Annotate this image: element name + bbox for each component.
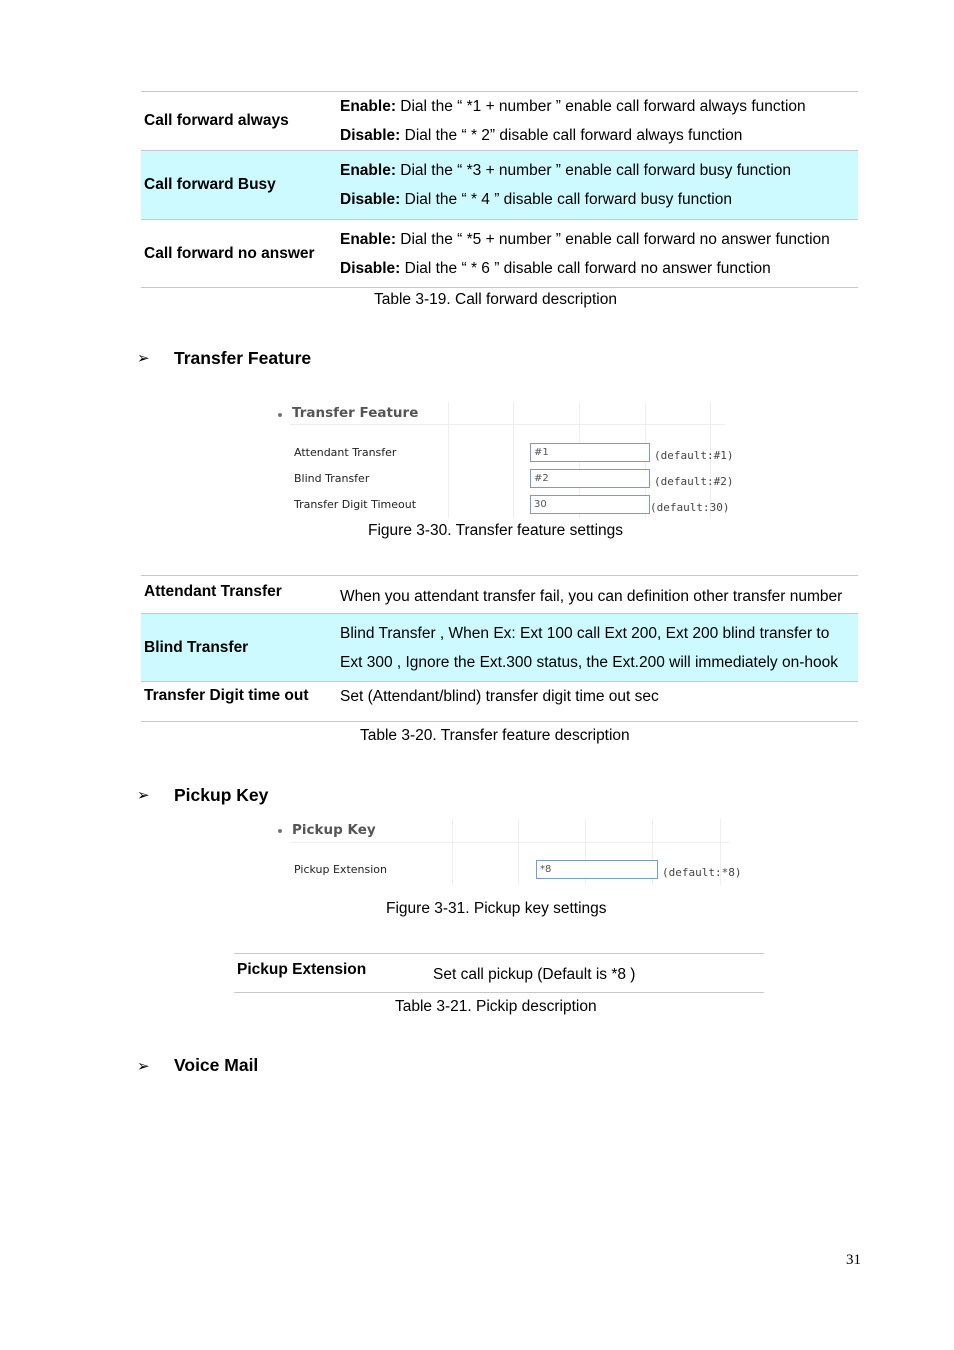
disable-text: Dial the “ * 6 ” disable call forward no answer function bbox=[400, 259, 771, 277]
row-label: Transfer Digit time out bbox=[144, 687, 309, 704]
table-caption: Table 3-20. Transfer feature description bbox=[360, 727, 630, 744]
panel-title: Pickup Key bbox=[292, 822, 376, 838]
row-description bbox=[337, 682, 858, 722]
arrow-bullet-icon: ➢ bbox=[137, 1058, 150, 1075]
enable-text: Dial the “ *5 + number ” enable call forward no answer function bbox=[395, 230, 830, 248]
enable-text: Dial the “ *3 + number ” enable call forward busy function bbox=[395, 162, 792, 179]
enable-text: Dial the “ *1 + number ” enable call forward always function bbox=[395, 98, 806, 115]
row-description bbox=[337, 92, 858, 151]
section-heading: Transfer Feature bbox=[174, 348, 312, 368]
attendant-transfer-input[interactable] bbox=[530, 443, 650, 462]
transfer-feature-table bbox=[141, 575, 858, 722]
row-description bbox=[337, 576, 858, 614]
figure-caption: Figure 3-30. Transfer feature settings bbox=[368, 522, 624, 539]
disable-label: Disable: bbox=[340, 259, 401, 277]
row-description bbox=[337, 220, 858, 288]
pickup-key-screenshot bbox=[270, 817, 742, 887]
table-row bbox=[141, 614, 858, 682]
pickup-extension-input[interactable] bbox=[536, 860, 658, 879]
panel-title: Transfer Feature bbox=[292, 405, 419, 421]
bullet-icon bbox=[278, 829, 282, 833]
blind-transfer-default: (default:#2) bbox=[654, 475, 734, 488]
table-caption: Table 3-21. Pickip description bbox=[395, 998, 597, 1015]
table-row bbox=[141, 151, 858, 220]
enable-label: Enable: bbox=[340, 98, 396, 115]
transfer-digit-timeout-default: (default:30) bbox=[650, 501, 730, 514]
row-text: Ext 300 , Ignore the Ext.300 status, the Ext.200 will immediately on-hook bbox=[340, 653, 838, 671]
bullet-icon bbox=[278, 413, 282, 417]
row-text: Set (Attendant/blind) transfer digit time out sec bbox=[340, 688, 659, 705]
row-description bbox=[337, 151, 858, 220]
table-row bbox=[234, 954, 764, 993]
row-label: Blind Transfer bbox=[141, 614, 337, 682]
transfer-digit-timeout-label: Transfer Digit Timeout bbox=[294, 498, 417, 511]
disable-label: Disable: bbox=[340, 191, 401, 208]
pickup-table bbox=[234, 953, 764, 993]
table-row bbox=[141, 220, 858, 288]
enable-label: Enable: bbox=[340, 230, 396, 248]
transfer-feature-screenshot bbox=[270, 400, 734, 520]
table-row bbox=[141, 576, 858, 614]
arrow-bullet-icon: ➢ bbox=[137, 350, 150, 367]
attendant-transfer-default: (default:#1) bbox=[654, 449, 734, 462]
row-label: Attendant Transfer bbox=[144, 583, 282, 600]
row-description: Set call pickup (Default is *8 ) bbox=[433, 966, 636, 983]
row-label: Call forward no answer bbox=[144, 244, 315, 262]
enable-label: Enable: bbox=[340, 162, 396, 179]
blind-transfer-label: Blind Transfer bbox=[294, 472, 370, 485]
attendant-transfer-label: Attendant Transfer bbox=[294, 446, 397, 459]
table-row bbox=[141, 682, 858, 722]
disable-text: Dial the “ * 4 ” disable call forward busy function bbox=[400, 191, 732, 208]
blind-transfer-input[interactable] bbox=[530, 469, 650, 488]
arrow-bullet-icon: ➢ bbox=[137, 787, 150, 804]
table-row bbox=[141, 92, 858, 151]
call-forward-table bbox=[141, 91, 858, 288]
row-text: Blind Transfer , When Ex: Ext 100 call Ext 200, Ext 200 blind transfer to bbox=[340, 624, 830, 642]
transfer-digit-timeout-input[interactable] bbox=[530, 495, 650, 514]
pickup-extension-label: Pickup Extension bbox=[294, 863, 387, 876]
row-text: When you attendant transfer fail, you can definition other transfer number bbox=[340, 588, 843, 605]
row-label: Call forward always bbox=[144, 112, 289, 129]
row-label: Pickup Extension bbox=[237, 961, 367, 978]
figure-caption: Figure 3-31. Pickup key settings bbox=[386, 900, 607, 917]
section-heading: Pickup Key bbox=[174, 785, 269, 805]
table-caption: Table 3-19. Call forward description bbox=[374, 291, 617, 308]
disable-label: Disable: bbox=[340, 127, 401, 144]
section-heading: Voice Mail bbox=[174, 1055, 259, 1075]
page-number: 31 bbox=[846, 1252, 861, 1268]
row-label: Call forward Busy bbox=[141, 151, 337, 220]
pickup-extension-default: (default:*8) bbox=[662, 866, 742, 879]
row-description bbox=[337, 614, 858, 682]
disable-text: Dial the “ * 2” disable call forward always function bbox=[400, 127, 743, 144]
